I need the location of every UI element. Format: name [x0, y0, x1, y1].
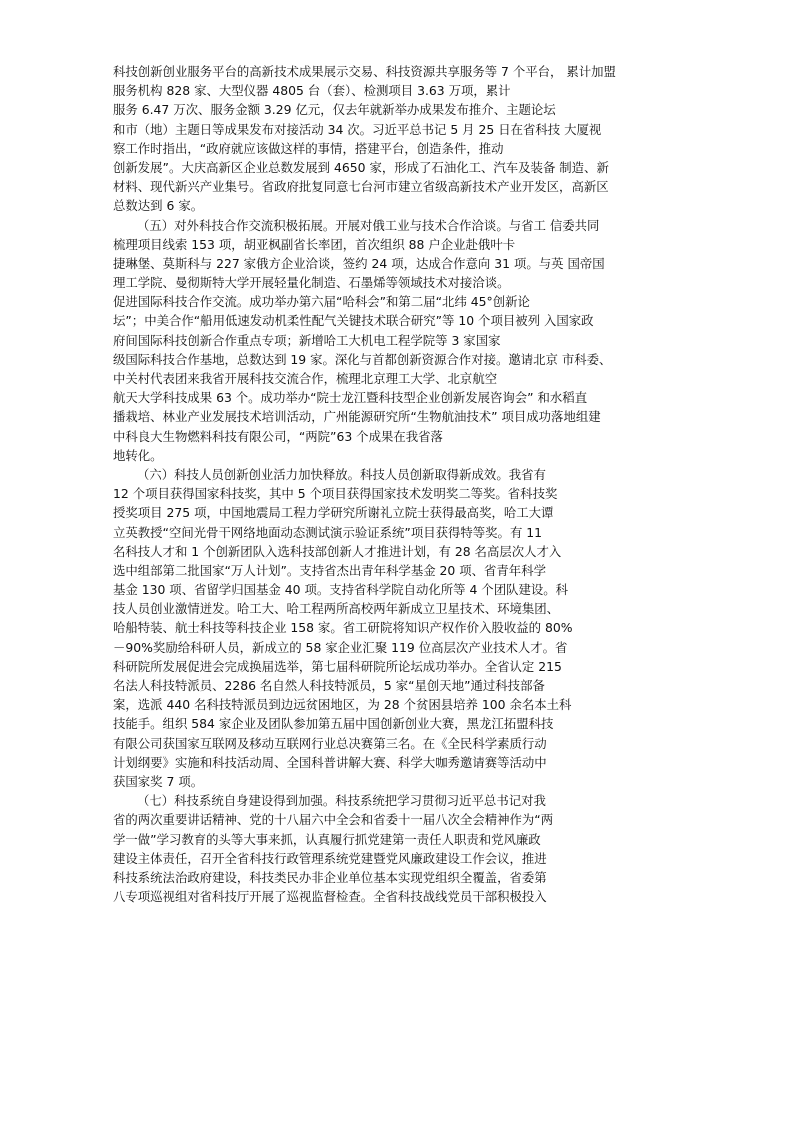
text-line: 捷琳堡、莫斯科与 227 家俄方企业洽谈，签约 24 项，达成合作意向 31 项。与英 国帝国 [113, 255, 605, 271]
text-line: 名法人科技特派员、2286 名自然人科技特派员，5 家“星创天地”通过科技部备 [113, 678, 545, 693]
text-line: 获国家奖 7 项。 [113, 773, 204, 789]
text-line: 计划纲要》实施和科技活动周、全国科普讲解大赛、科学大咖秀邀请赛等活动中 [113, 754, 547, 770]
text-line: 坛”；中美合作“船用低速发动机柔性配气关键技术联合研究”等 10 个项目被列 入国家政 [113, 313, 594, 329]
text-line: 总数达到 6 家。 [113, 198, 204, 214]
text-line: 12 个项目获得国家科技奖，其中 5 个项目获得国家技术发明奖二等奖。省科技奖 [113, 486, 558, 502]
text-line: 服务机构 828 家、大型仪器 4805 台（套）、检测项目 3.63 万项，累计 [113, 83, 511, 99]
text-line: 科技创新创业服务平台的高新技术成果展示交易、科技资源共享服务等 7 个平台， 累计加盟 [113, 64, 616, 79]
text-line: 府间国际科技创新合作重点专项；新增哈工大机电工程学院等 3 家国家 [113, 332, 501, 348]
text-line: 地转化。 [113, 447, 163, 463]
text-line: 技人员创业激情迸发。哈工大、哈工程两所高校两年新成立卫星技术、环境集团、 [113, 601, 560, 617]
text-line: 播栽培、林业产业发展技术培训活动，广州能源研究所“生物航油技术” 项目成功落地组建 [113, 409, 601, 425]
text-line: 创新发展”。大庆高新区企业总数发展到 4650 家，形成了石油化工、汽车及装备 制造、新 [113, 159, 609, 175]
text-line: 中关村代表团来我省开展科技交流合作，梳理北京理工大学、北京航空 [113, 371, 498, 386]
text-line: 梳理项目线索 153 项，胡亚枫副省长率团，首次组织 88 户企业赴俄叶卡 [113, 236, 516, 252]
text-line: 选中组部第二批国家“万人计划”。支持省杰出青年科学基金 20 项、省青年科学 [113, 562, 546, 578]
paragraph-first-line: （六）科技人员创新创业活力加快释放。科技人员创新取得新成效。我省有 [137, 466, 546, 482]
text-line: 和市（地）主题日等成果发布对接活动 34 次。习近平总书记 5 月 25 日在省科技 大厦视 [113, 121, 602, 137]
text-line: 学一做”学习教育的头等大事来抓，认真履行抓党建第一责任人职责和党风廉政 [113, 831, 541, 847]
text-line: 建设主体责任，召开全省科技行政管理系统党建暨党风廉政建设工作会议，推进 [113, 850, 547, 866]
text-line: 级国际科技合作基地，总数达到 19 家。深化与首都创新资源合作对接。邀请北京 市科委、 [113, 351, 612, 367]
text-line: 航天大学科技成果 63 个。成功举办“院士龙江暨科技型企业创新发展咨询会” 和水稻直 [113, 390, 588, 406]
text-line: 察工作时指出，“政府就应该做这样的事情，搭建平台，创造条件，推动 [113, 140, 504, 156]
text-line: 哈船特装、航士科技等科技企业 158 家。省工研院将知识产权作价入股收益的 80% [113, 620, 573, 636]
text-line: 基金 130 项、省留学归国基金 40 项。支持省科学院自动化所等 4 个团队建设。科 [113, 582, 569, 598]
text-line: 名科技人才和 1 个创新团队入选科技部创新人才推进计划，有 28 名高层次人才入 [113, 543, 562, 559]
text-line: 科技系统法治政府建设，科技类民办非企业单位基本实现党组织全覆盖，省委第 [113, 869, 547, 885]
text-line: 科研院所发展促进会完成换届选举，第七届科研院所论坛成功举办。全省认定 215 [113, 658, 562, 674]
text-line: 中科良大生物燃料科技有限公司，“两院”63 个成果在我省落 [113, 428, 443, 444]
text-line: 理工学院、曼彻斯特大学开展轻量化制造、石墨烯等领域技术对接洽谈。 [113, 275, 510, 291]
text-line: 八专项巡视组对省科技厅开展了巡视监督检查。全省科技战线党员干部积极投入 [113, 889, 547, 905]
text-line: 材料、现代新兴产业集号。省政府批复同意七台河市建立省级高新技术产业开发区，高新区 [113, 179, 609, 195]
text-line: 促进国际科技合作交流。成功举办第六届“哈科会”和第二届“北纬 45°创新论 [113, 294, 530, 310]
paragraph-first-line: （五）对外科技合作交流积极拓展。开展对俄工业与技术合作洽谈。与省工 信委共同 [137, 217, 600, 233]
text-line: －90%奖励给科研人员，新成立的 58 家企业汇聚 119 位高层次产业技术人才。省 [113, 639, 568, 655]
text-line: 有限公司获国家互联网及移动互联网行业总决赛第三名。在《全民科学素质行动 [113, 735, 547, 751]
text-line: 技能手。组织 584 家企业及团队参加第五届中国创新创业大赛，黑龙江拓盟科技 [113, 716, 554, 732]
document-page [113, 62, 688, 906]
text-line: 案，选派 440 名科技特派员到边远贫困地区，为 28 个贫困县培养 100 余名本土科 [113, 697, 572, 713]
text-line: 服务 6.47 万次、服务金额 3.29 亿元，仅去年就新举办成果发布推介、主题论坛 [113, 102, 556, 118]
text-line: 授奖项目 275 项，中国地震局工程力学研究所谢礼立院士获得最高奖，哈工大谭 [113, 505, 554, 521]
text-line: 省的两次重要讲话精神、党的十八届六中全会和省委十一届八次全会精神作为“两 [113, 812, 554, 828]
paragraph-first-line: （七）科技系统自身建设得到加强。科技系统把学习贯彻习近平总书记对我 [137, 793, 546, 809]
text-line: 立英教授“空间光骨干网络地面动态测试演示验证系统”项目获得特等奖。有 11 [113, 524, 543, 540]
